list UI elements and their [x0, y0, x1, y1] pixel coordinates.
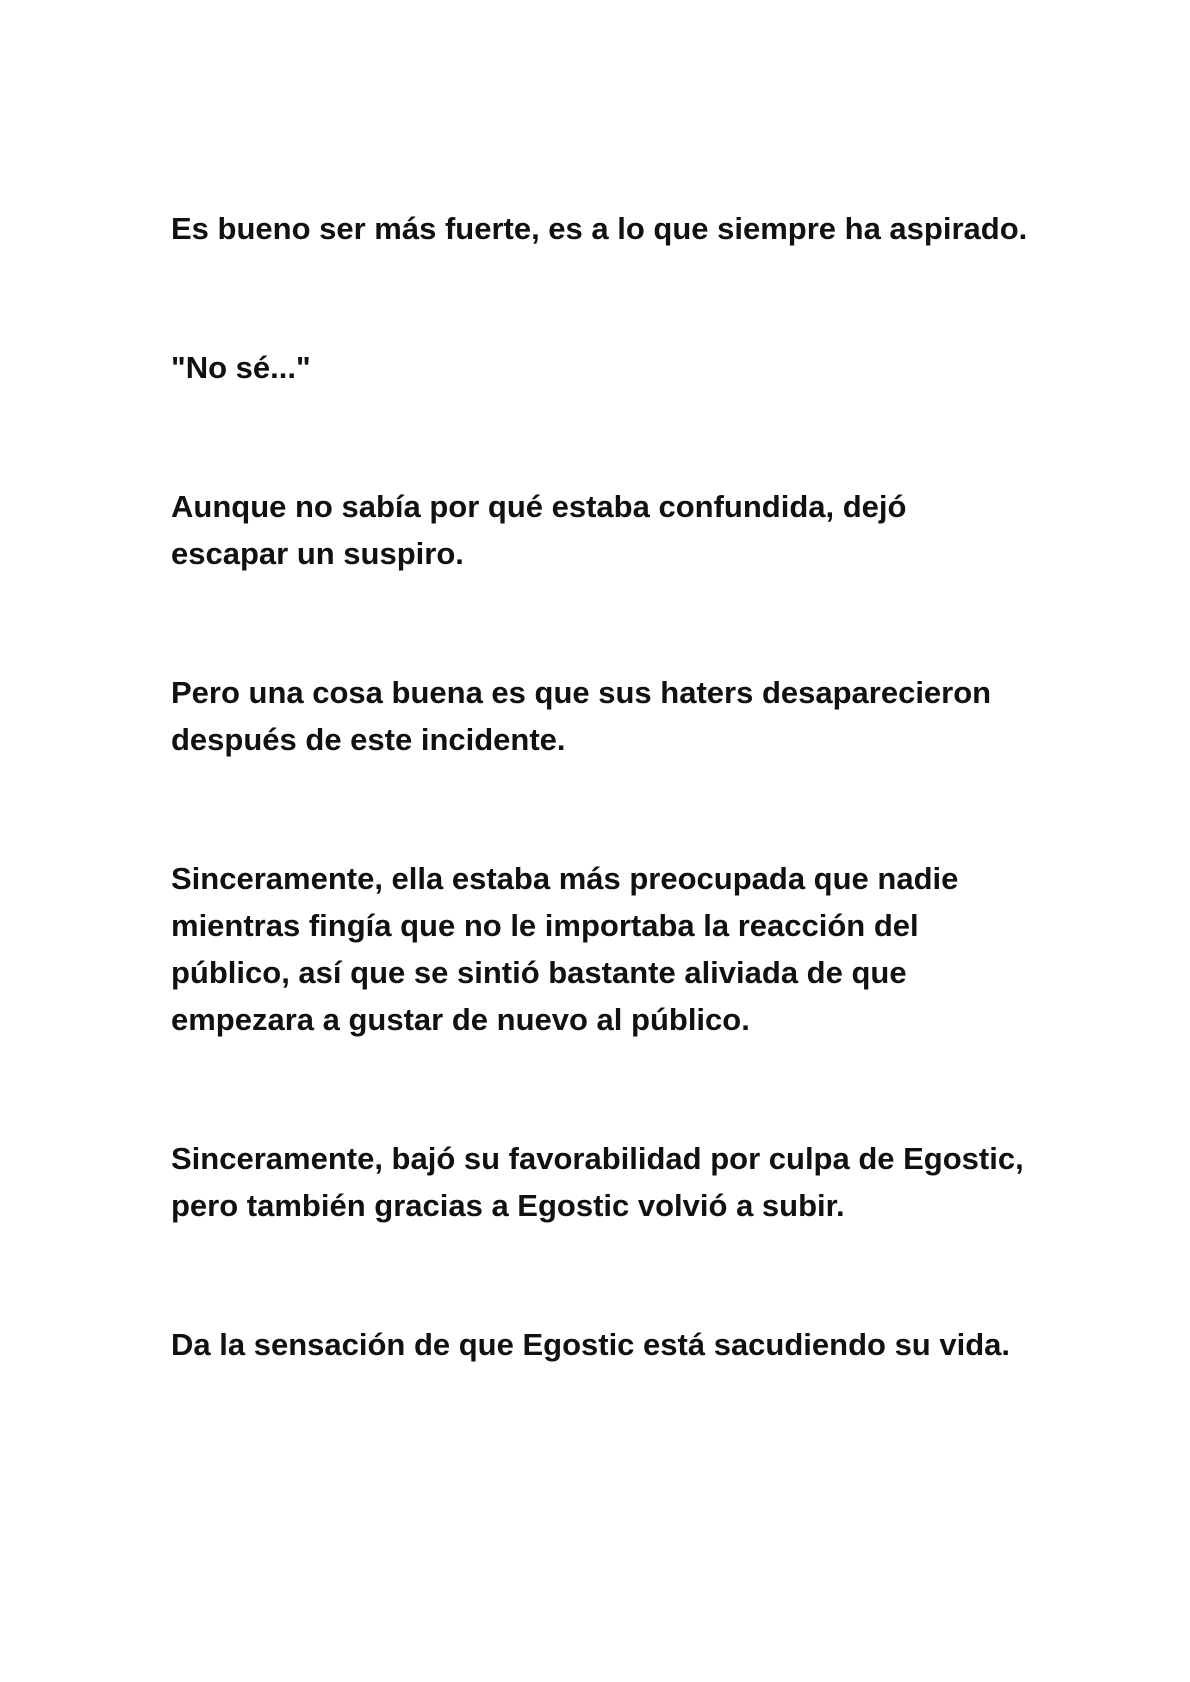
paragraph-5: Sinceramente, ella estaba más preocupada que nadie mientras fingía que no le importaba la reacción del público, así que se sintió bastante aliviada de que empezara a gustar de nuevo al público. — [171, 861, 959, 1037]
paragraph-2: "No sé..." — [171, 350, 311, 385]
document-body — [171, 205, 1031, 1368]
paragraph-1: Es bueno ser más fuerte, es a lo que siempre ha aspirado. — [171, 211, 1028, 246]
paragraph-7: Da la sensación de que Egostic está sacudiendo su vida. — [171, 1327, 1010, 1362]
paragraph-3: Aunque no sabía por qué estaba confundida, dejó escapar un suspiro. — [171, 489, 907, 571]
paragraph-4: Pero una cosa buena es que sus haters desaparecieron después de este incidente. — [171, 675, 992, 757]
paragraph-6: Sinceramente, bajó su favorabilidad por culpa de Egostic, pero también gracias a Egostic volvió a subir. — [171, 1141, 1024, 1223]
